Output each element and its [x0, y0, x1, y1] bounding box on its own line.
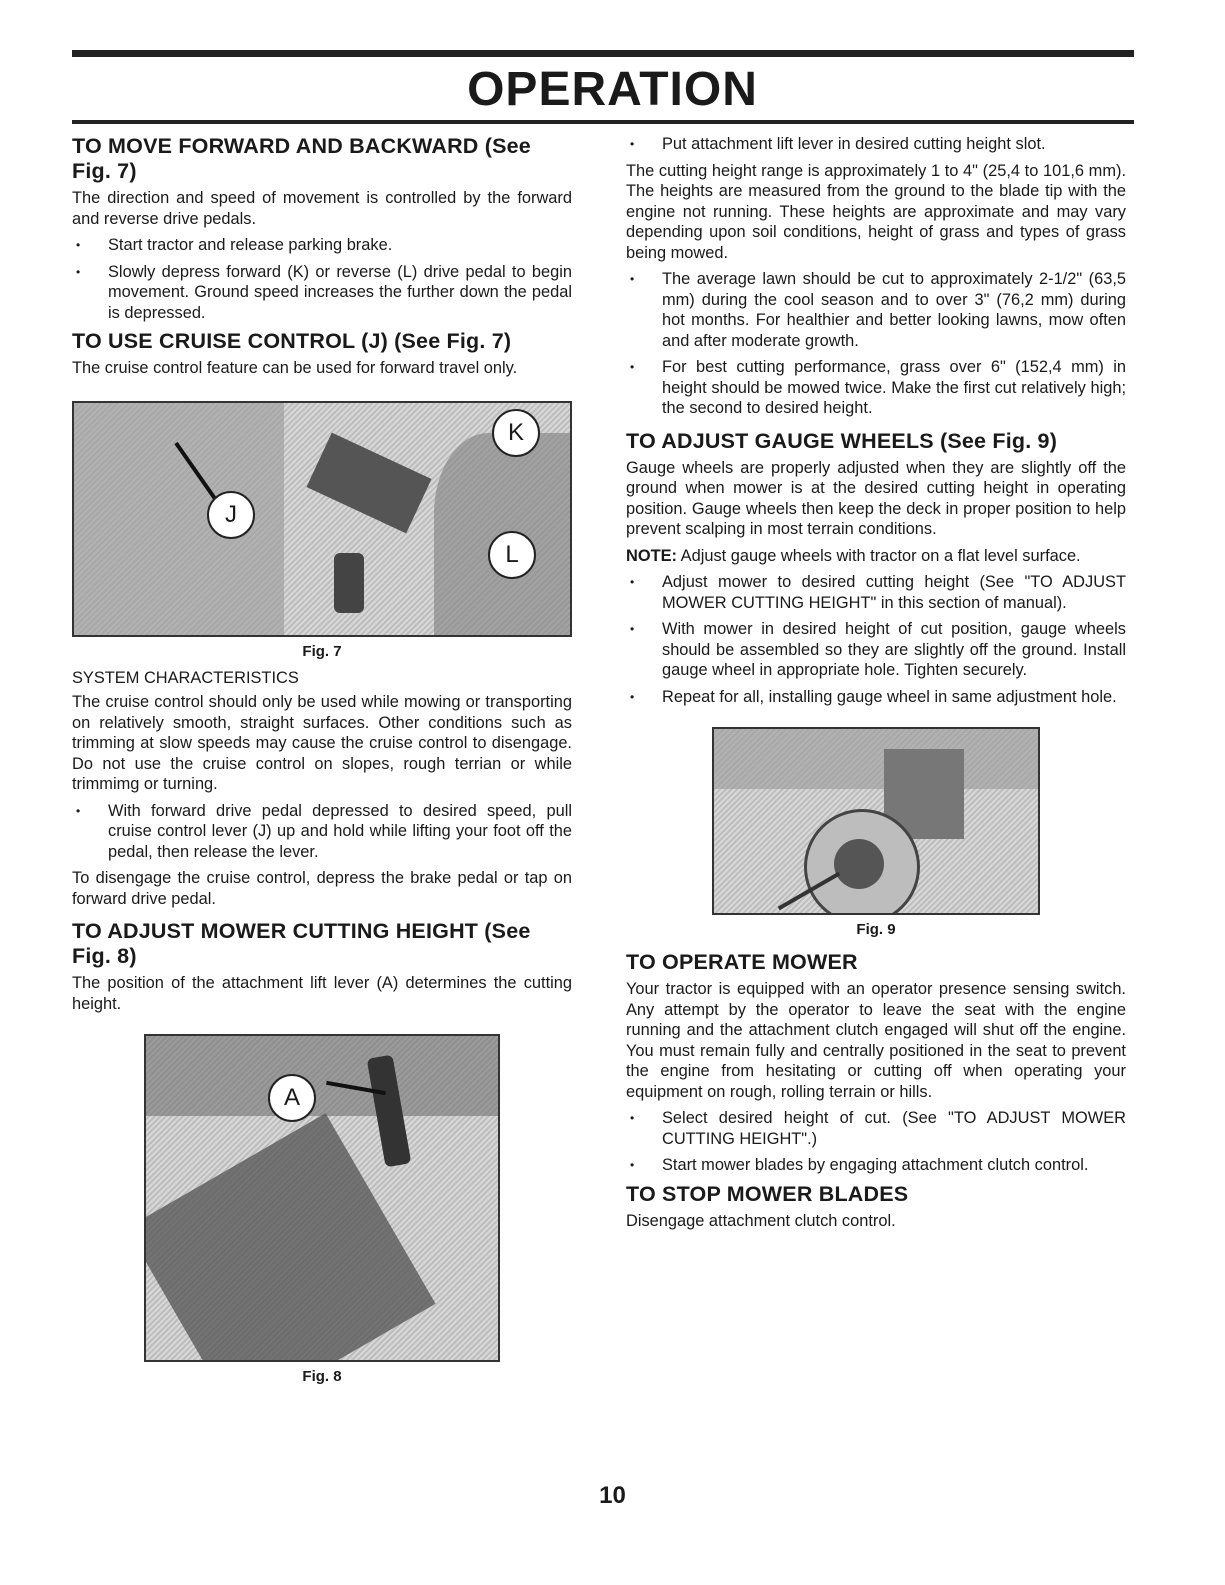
page-title: OPERATION [467, 63, 758, 116]
bullet-list [626, 134, 1126, 155]
figure-9-caption: Fig. 9 [856, 921, 896, 938]
callout-a: A [268, 1074, 316, 1122]
note-paragraph [626, 546, 1126, 567]
section-heading-stop-blades: TO STOP MOWER BLADES [626, 1181, 909, 1206]
top-rule [72, 50, 1134, 57]
figure-7-caption: Fig. 7 [302, 642, 342, 660]
list-item: • The average lawn should be cut to approximately 2-1/2" (63,5 mm) during the cool season and to over 3" (76,2 mm) during hot months. For healthier and better looking lawns, mow often and after moderate growth. [626, 269, 1126, 351]
list-item: • Select desired height of cut. (See "TO ADJUST MOWER CUTTING HEIGHT".) [626, 1108, 1126, 1149]
figure-8-image [144, 1034, 500, 1362]
paragraph: Disengage attachment clutch control. [626, 1211, 896, 1230]
right-column [626, 134, 1126, 1237]
section-heading-cruise: TO USE CRUISE CONTROL (J) (See Fig. 7) [72, 329, 512, 353]
paragraph: To disengage the cruise control, depress the brake pedal or tap on forward drive pedal. [72, 869, 572, 908]
section-heading-move: TO MOVE FORWARD AND BACKWARD (See Fig. 7) [72, 134, 531, 183]
callout-j: J [207, 491, 255, 539]
paragraph: The cruise control feature can be used for forward travel only. [72, 359, 518, 377]
bullet-list [626, 269, 1126, 419]
section-heading-operate-mower: TO OPERATE MOWER [626, 950, 858, 974]
note-label: NOTE: [626, 546, 677, 565]
title-underline [72, 120, 1134, 124]
figure-9-image [712, 727, 1040, 915]
paragraph: Your tractor is equipped with an operator presence sensing switch. Any attempt by the operator to leave the seat with the engine running and the attachment clutch engaged will shut off the engine. You must remain fully and centrally positioned in the seat to prevent the engine from hesitating or cutting off when operating your equipment on rough, rolling terrain or hills. [626, 980, 1126, 1101]
paragraph: The direction and speed of movement is controlled by the forward and reverse drive pedals. [72, 189, 572, 228]
paragraph: The cutting height range is approximately 1 to 4" (25,4 to 101,6 mm). The heights are measured from the ground to the blade tip with the engine not running. These heights are approximate and may vary depending upon soil conditions, height of grass and types of grass being mowed. [626, 161, 1126, 262]
figure-8-caption: Fig. 8 [302, 1368, 342, 1385]
list-item: • Start mower blades by engaging attachment clutch control. [626, 1155, 1126, 1176]
left-column [72, 134, 572, 1393]
bullet-list [626, 572, 1126, 707]
paragraph: The position of the attachment lift lever (A) determines the cutting height. [72, 974, 572, 1013]
figure-7-image [72, 401, 572, 637]
callout-l: L [488, 531, 536, 579]
section-heading-gauge-wheels: TO ADJUST GAUGE WHEELS (See Fig. 9) [626, 428, 1058, 453]
paragraph: The cruise control should only be used while mowing or transporting on relatively smooth, straight surfaces. Other conditions such as trimming at slow speeds may cause the cruise control to disengage. Do not use the cruise control on slopes, rough terrian or while trimmimg or turning. [72, 693, 572, 793]
list-item: • For best cutting performance, grass over 6" (152,4 mm) in height should be mowed twice. Make the first cut relatively high; the second to desired height. [626, 357, 1126, 419]
list-item: • Put attachment lift lever in desired cutting height slot. [626, 134, 1126, 155]
bullet-list [72, 801, 572, 863]
note-text: Adjust gauge wheels with tractor on a flat level surface. [677, 546, 1081, 565]
list-item: • Slowly depress forward (K) or reverse (L) drive pedal to begin movement. Ground speed increases the further down the pedal is depressed. [72, 262, 572, 324]
bullet-list [626, 1108, 1126, 1176]
section-heading-cutting-height: TO ADJUST MOWER CUTTING HEIGHT (See Fig. 8) [72, 919, 531, 968]
callout-k: K [492, 409, 540, 457]
list-item: • With forward drive pedal depressed to desired speed, pull cruise control lever (J) up and hold while lifting your foot off the pedal, then release the lever. [72, 801, 572, 863]
list-item: • With mower in desired height of cut position, gauge wheels should be assembled so they are slightly off the ground. Install gauge wheel in appropriate hole. Tighten securely. [626, 619, 1126, 681]
list-item: • Repeat for all, installing gauge wheel in same adjustment hole. [626, 687, 1126, 708]
paragraph: Gauge wheels are properly adjusted when they are slightly off the ground when mower is at the desired cutting height in operating position. Gauge wheels then keep the deck in proper position to help prevent scalping in most terrain conditions. [626, 458, 1126, 538]
list-item: • Adjust mower to desired cutting height (See "TO ADJUST MOWER CUTTING HEIGHT" in this section of manual). [626, 572, 1126, 613]
subheading-system-characteristics: SYSTEM CHARACTERISTICS [72, 668, 299, 687]
list-item: • Start tractor and release parking brake. [72, 235, 572, 256]
page-number: 10 [599, 1482, 626, 1509]
bullet-list [72, 235, 572, 323]
